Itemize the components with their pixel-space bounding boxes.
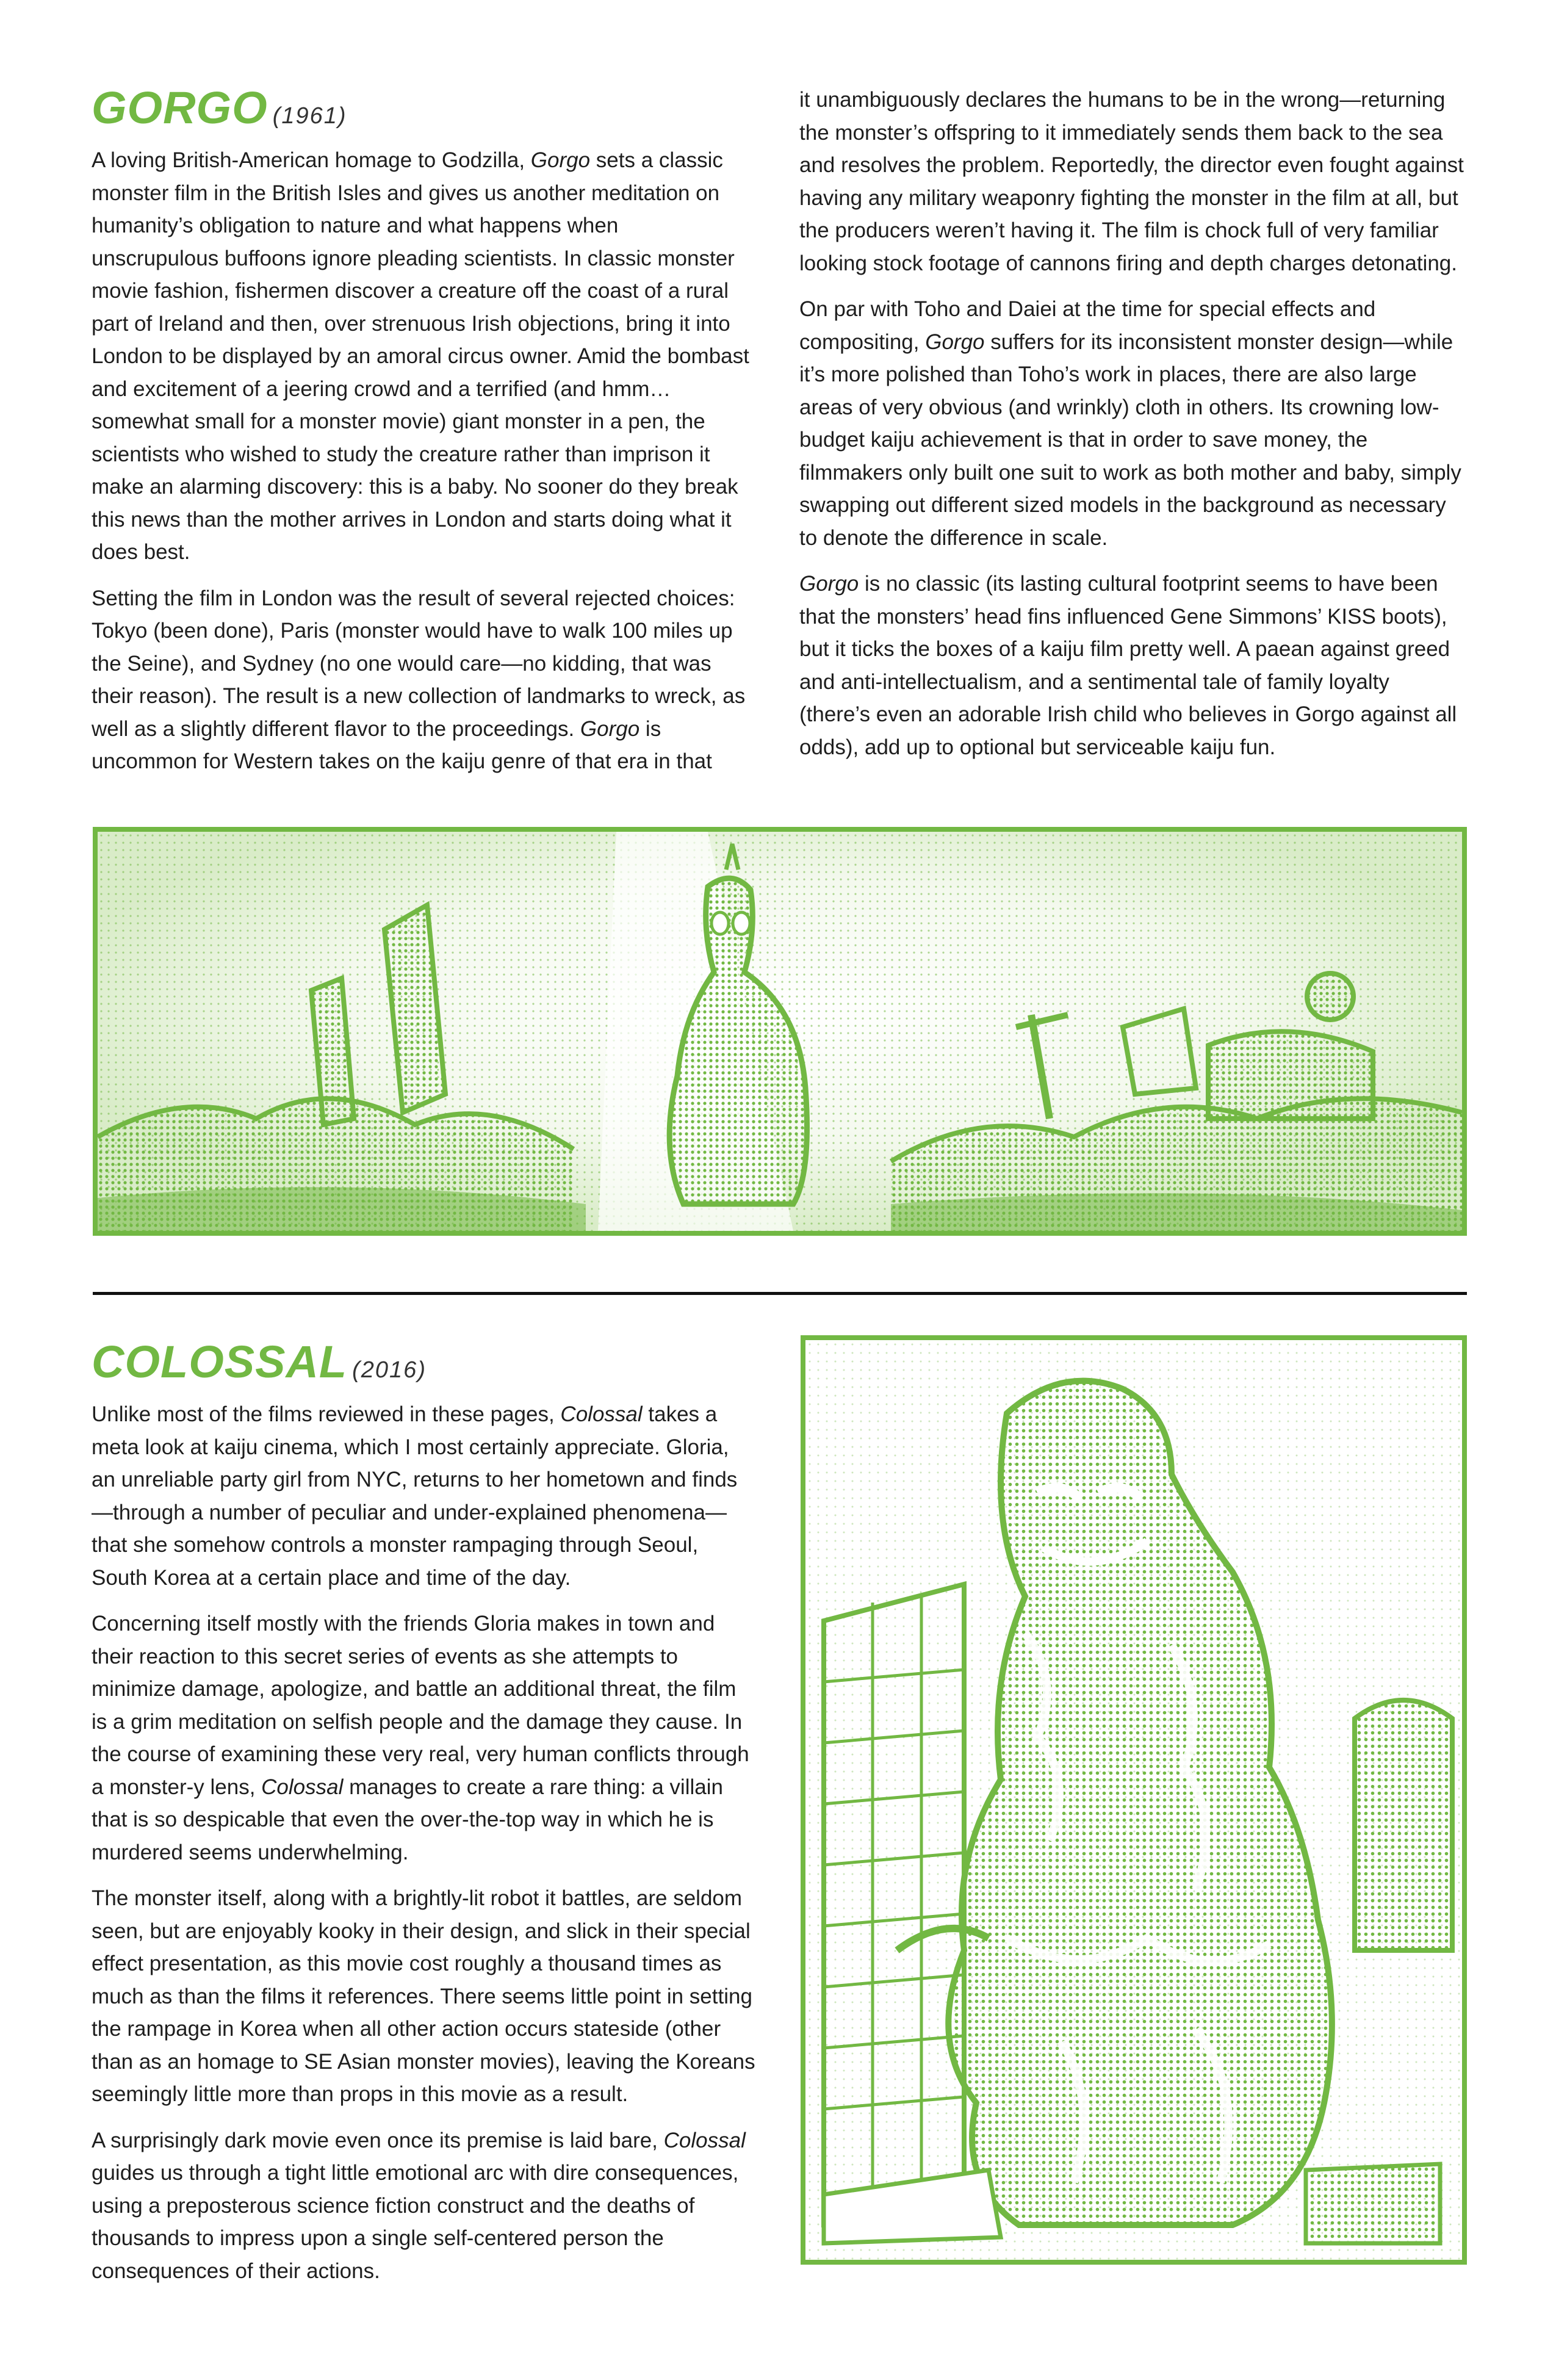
text-run: takes a meta look at kaiju cinema, which I most certainly appreciate. Gloria, an unreliable party girl from NYC, returns to her hometown and finds—through a number of peculiar and under-explained phenomena—that she somehow controls a monster rampaging through Seoul, South Korea at a certain place and time of the day. [92,1402,738,1590]
text-run: A loving British-American homage to Godzilla, [92,148,531,172]
gorgo-right-column [799,84,1464,777]
colossal-monster-drawing [805,1340,1462,2260]
text-run: sets a classic monster film in the British Isles and gives us another meditation on humanity’s obligation to nature and what happens when unscrupulous buffoons ignore pleading scientists. In classic monster movie fashion, fishermen discover a creature off the coast of a rural part of Ireland and then, over strenuous Irish objections, bring it into London to be displayed by an amoral circus owner. Amid the bombast and excitement of a jeering crowd and a terrified (and hmm… somewhat small for a monster movie) giant monster in a pen, the scientists who wished to study the creature rather than imprison it make an alarming discovery: this is a baby. No sooner do they break this news than the mother arrives in London and starts doing what it does best. [92,148,749,564]
film-title-italic: Gorgo [580,716,640,741]
film-title-italic: Colossal [560,1402,643,1426]
gorgo-city-ruins-drawing [98,832,1462,1231]
gorgo-heading [92,82,751,133]
colossal-paragraph-2 [92,1607,757,1869]
gorgo-title: GORGO [92,82,268,133]
film-title-italic: Gorgo [925,330,985,354]
colossal-paragraph-3: The monster itself, along with a brightly-lit robot it battles, are seldom seen, but are enjoyably kooky in their design, and slick in their special effect presentation, as this movie cost roughly a thousand times as much as than the films it references. There seems little point in setting the rampage in Korea when all other action occurs stateside (other than as an homage to SE Asian monster movies), leaving the Koreans seemingly little more than props in this movie as a result. [92,1886,755,2106]
text-run: is uncommon for Western takes on the kaiju genre of that era in that [92,716,712,773]
colossal-title: COLOSSAL [92,1336,348,1387]
gorgo-illustration [93,827,1467,1236]
gorgo-paragraph-2 [92,582,751,778]
colossal-year: (2016) [352,1357,427,1383]
gorgo-paragraph-5 [799,568,1464,763]
gorgo-year: (1961) [272,103,347,129]
colossal-paragraph-1 [92,1398,757,1594]
film-title-italic: Gorgo [530,148,591,172]
gorgo-paragraph-1 [92,144,751,569]
text-run: guides us through a tight little emotional arc with dire consequences, using a preposterous science fiction construct and the deaths of thousands to impress upon a single self-centered person the consequences of their actions. [92,2161,739,2283]
text-run: Concerning itself mostly with the friends Gloria makes in town and their reaction to this secret series of events as she attempts to minimize damage, apologize, and battle an additional threat, the film is a grim meditation on selfish people and the damage they cause. In the course of examining these very real, very human conflicts through a monster-y lens, [92,1612,749,1799]
colossal-left-column [92,1336,757,2301]
colossal-heading [92,1336,757,1387]
gorgo-paragraph-3: it unambiguously declares the humans to be in the wrong—returning the monster’s offspring to it immediately sends them back to the sea and resolves the problem. Reportedly, the director even fought against having any military weaponry fighting the monster in the film at all, but the producers weren’t having it. The film is chock full of very familiar looking stock footage of cannons firing and depth charges detonating. [799,88,1464,275]
text-run: A surprisingly dark movie even once its premise is laid bare, [92,2128,664,2152]
text-run: On par with Toho and Daiei at the time for special effects and compositing, [799,297,1376,354]
colossal-illustration [801,1335,1467,2265]
text-run: Unlike most of the films reviewed in these pages, [92,1402,561,1426]
colossal-paragraph-4 [92,2124,757,2288]
gorgo-paragraph-4 [799,293,1464,554]
film-title-italic: Colossal [663,2128,746,2152]
film-title-italic: Colossal [261,1775,344,1799]
film-title-italic: Gorgo [799,572,859,596]
section-divider [93,1292,1467,1295]
text-run: manages to create a rare thing: a villain that is so despicable that even the over-the-top way in which he is murdered seems underwhelming. [92,1775,723,1864]
text-run: suffers for its inconsistent monster design—while it’s more polished than Toho’s work in places, there are also large areas of very obvious (and wrinkly) cloth in others. Its crowning low-budget kaiju achievement is that in order to save money, the filmmakers only built one suit to work as both mother and baby, simply swapping out different sized models in the background as necessary to denote the difference in scale. [799,330,1461,550]
gorgo-left-column [92,82,751,792]
text-run: is no classic (its lasting cultural footprint seems to have been that the monsters’ head fins influenced Gene Simmons’ KISS boots), but it ticks the boxes of a kaiju film pretty well. A paean against greed and anti-intellectualism, and a sentimental tale of family loyalty (there’s even an adorable Irish child who believes in Gorgo against all odds), add up to optional but serviceable kaiju fun. [799,572,1457,759]
text-run: Setting the film in London was the result of several rejected choices: Tokyo (been done), Paris (monster would have to walk 100 miles up the Seine), and Sydney (no one would care—no kidding, that was their reason). The result is a new collection of landmarks to wreck, as well as a slightly different flavor to the proceedings. [92,586,746,741]
